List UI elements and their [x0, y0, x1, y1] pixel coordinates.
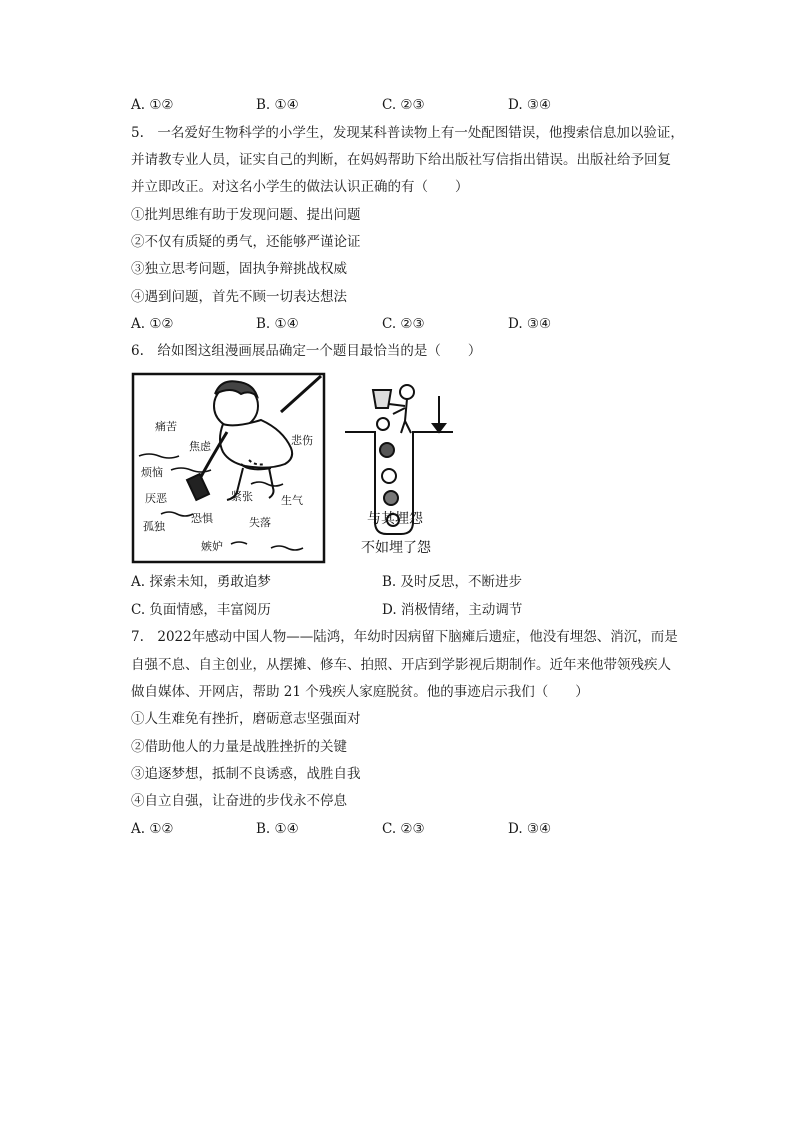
cartoon-caption-line-2: 不如埋了怨	[361, 540, 431, 556]
q7-option-c[interactable]: C. ②③	[382, 821, 425, 837]
q6-stem: 6. 给如图这组漫画展品确定一个题目最恰当的是（ ）	[131, 343, 482, 359]
q7-option-d[interactable]: D. ③④	[508, 821, 552, 837]
svg-text:焦虑: 焦虑	[189, 440, 211, 453]
svg-text:孤独: 孤独	[143, 520, 165, 533]
q7-statement-4: ④自立自强，让奋进的步伐永不停息	[131, 793, 347, 809]
q5-statement-2: ②不仅有质疑的勇气，还能够严谨论证	[131, 234, 361, 250]
q7-stem-line-1: 7. 2022年感动中国人物——陆鸿，年幼时因病留下脑瘫后遗症，他没有埋怨、消沉，而是	[131, 629, 678, 645]
q5-statement-1: ①批判思维有助于发现问题、提出问题	[131, 207, 361, 223]
svg-text:恐惧: 恐惧	[191, 512, 213, 525]
q7-statement-2: ②借助他人的力量是战胜挫折的关键	[131, 739, 347, 755]
q5-stem-line-1: 5. 一名爱好生物科学的小学生，发现某科普读物上有一处配图错误，他搜索信息加以验证，	[131, 125, 684, 141]
q7-option-a[interactable]: A. ①②	[131, 821, 174, 837]
q6-option-a[interactable]: A. 探索未知，勇敢追梦	[131, 574, 271, 590]
q4-option-d[interactable]: D. ③④	[508, 97, 552, 113]
q7-statement-1: ①人生难免有挫折，磨砺意志坚强面对	[131, 711, 361, 727]
q5-statement-3: ③独立思考问题，固执争辩挑战权威	[131, 261, 347, 277]
q5-options	[131, 315, 671, 333]
q6-option-b[interactable]: B. 及时反思，不断进步	[382, 574, 523, 590]
q6-options-row-1	[131, 573, 671, 591]
q5-option-b[interactable]: B. ①④	[256, 316, 299, 332]
q6-option-d[interactable]: D. 消极情绪，主动调节	[382, 602, 523, 618]
svg-text:厌恶: 厌恶	[145, 492, 167, 505]
svg-text:失落: 失落	[249, 516, 271, 529]
svg-text:嫉妒: 嫉妒	[201, 540, 223, 553]
cartoon-caption-line-1: 与其埋怨	[367, 511, 423, 527]
q5-statement-4: ④遇到问题，首先不顾一切表达想法	[131, 289, 347, 305]
q7-statement-3: ③追逐梦想，抵制不良诱惑，战胜自我	[131, 766, 361, 782]
q7-stem-line-3: 做自媒体、开网店，帮助 21 个残疾人家庭脱贫。他的事迹启示我们（ ）	[131, 684, 589, 700]
svg-text:生气: 生气	[281, 494, 303, 507]
q7-options	[131, 820, 671, 838]
q5-option-c[interactable]: C. ②③	[382, 316, 425, 332]
q6-option-c[interactable]: C. 负面情感，丰富阅历	[131, 602, 271, 618]
person-icon	[400, 385, 414, 399]
q5-stem-line-2: 并请教专业人员，证实自己的判断，在妈妈帮助下给出版社写信指出错误。出版社给予回复	[131, 152, 671, 168]
q7-option-b[interactable]: B. ①④	[256, 821, 299, 837]
svg-text:烦恼: 烦恼	[141, 466, 163, 479]
q4-options	[131, 96, 671, 114]
q4-option-b[interactable]: B. ①④	[256, 97, 299, 113]
cartoon-sweeping-emotions	[131, 372, 326, 564]
q4-option-a[interactable]: A. ①②	[131, 97, 174, 113]
q5-stem-line-3: 并立即改正。对这名小学生的做法认识正确的有（ ）	[131, 179, 469, 195]
svg-text:痛苦: 痛苦	[155, 420, 177, 433]
q5-option-d[interactable]: D. ③④	[508, 316, 552, 332]
q6-options-row-2	[131, 601, 671, 619]
svg-text:紧张: 紧张	[231, 490, 253, 503]
q5-option-a[interactable]: A. ①②	[131, 316, 174, 332]
svg-text:悲伤: 悲伤	[291, 434, 313, 447]
q4-option-c[interactable]: C. ②③	[382, 97, 425, 113]
q7-stem-line-2: 自强不息、自主创业，从摆摊、修车、拍照、开店到学影视后期制作。近年来他带领残疾人	[131, 657, 671, 673]
cartoon-burying-complaints	[335, 372, 465, 564]
